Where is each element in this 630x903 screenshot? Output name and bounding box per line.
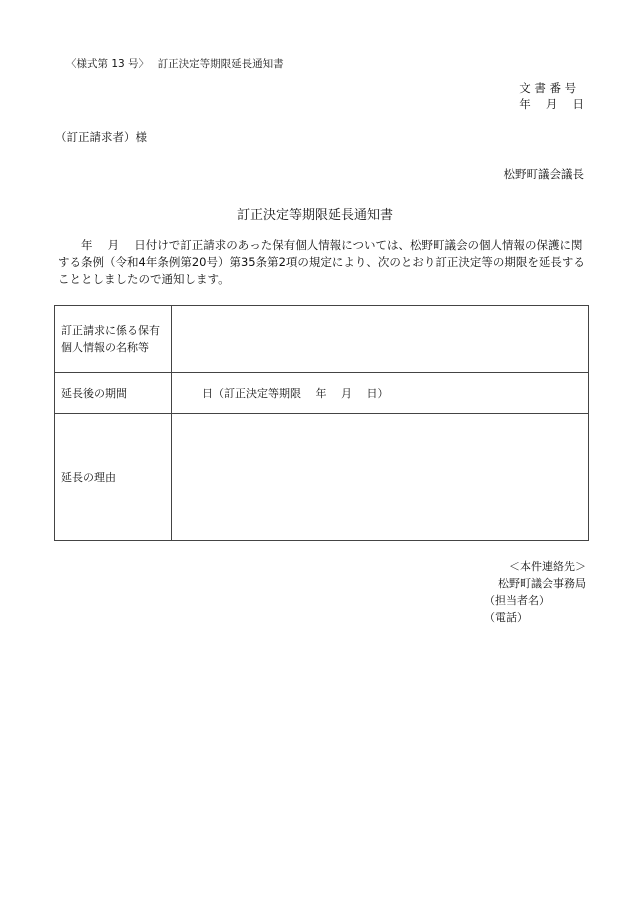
sender: 松野町議会議長 <box>503 167 584 181</box>
table-row <box>55 306 589 373</box>
info-table <box>54 305 589 541</box>
table-row <box>55 373 589 414</box>
document-title: 訂正決定等期限延長通知書 <box>236 208 393 223</box>
document-number-block <box>519 80 584 112</box>
row-label: 訂正請求に係る保有個人情報の名称等 <box>55 306 172 373</box>
document-number: 文 書 番 号 <box>519 81 577 95</box>
recipient: （訂正請求者）様 <box>55 130 147 144</box>
contact-heading: ＜本件連絡先＞ <box>509 560 586 573</box>
contact-person: （担当者名） <box>484 594 550 607</box>
row-label: 延長の理由 <box>55 414 172 541</box>
contact-phone: （電話） <box>484 611 528 624</box>
row-label: 延長後の期間 <box>55 373 172 414</box>
row-value <box>172 306 589 373</box>
row-value: 日（訂正決定等期限 年 月 日） <box>172 373 589 414</box>
form-number: 〈様式第 13 号〉 訂正決定等期限延長通知書 <box>66 58 284 70</box>
contact-block <box>484 558 586 626</box>
row-value <box>172 414 589 541</box>
table-row <box>55 414 589 541</box>
contact-office: 松野町議会事務局 <box>498 577 586 590</box>
document-date: 年 月 日 <box>519 97 584 111</box>
body-text: 年 月 日付けで訂正請求のあった保有個人情報については、松野町議会の個人情報の保護に関する条例（令和4年条例第20号）第35条第2項の規定により、次のとおり訂正決定等の期限を延長することとしましたので通知します。 <box>58 238 585 286</box>
